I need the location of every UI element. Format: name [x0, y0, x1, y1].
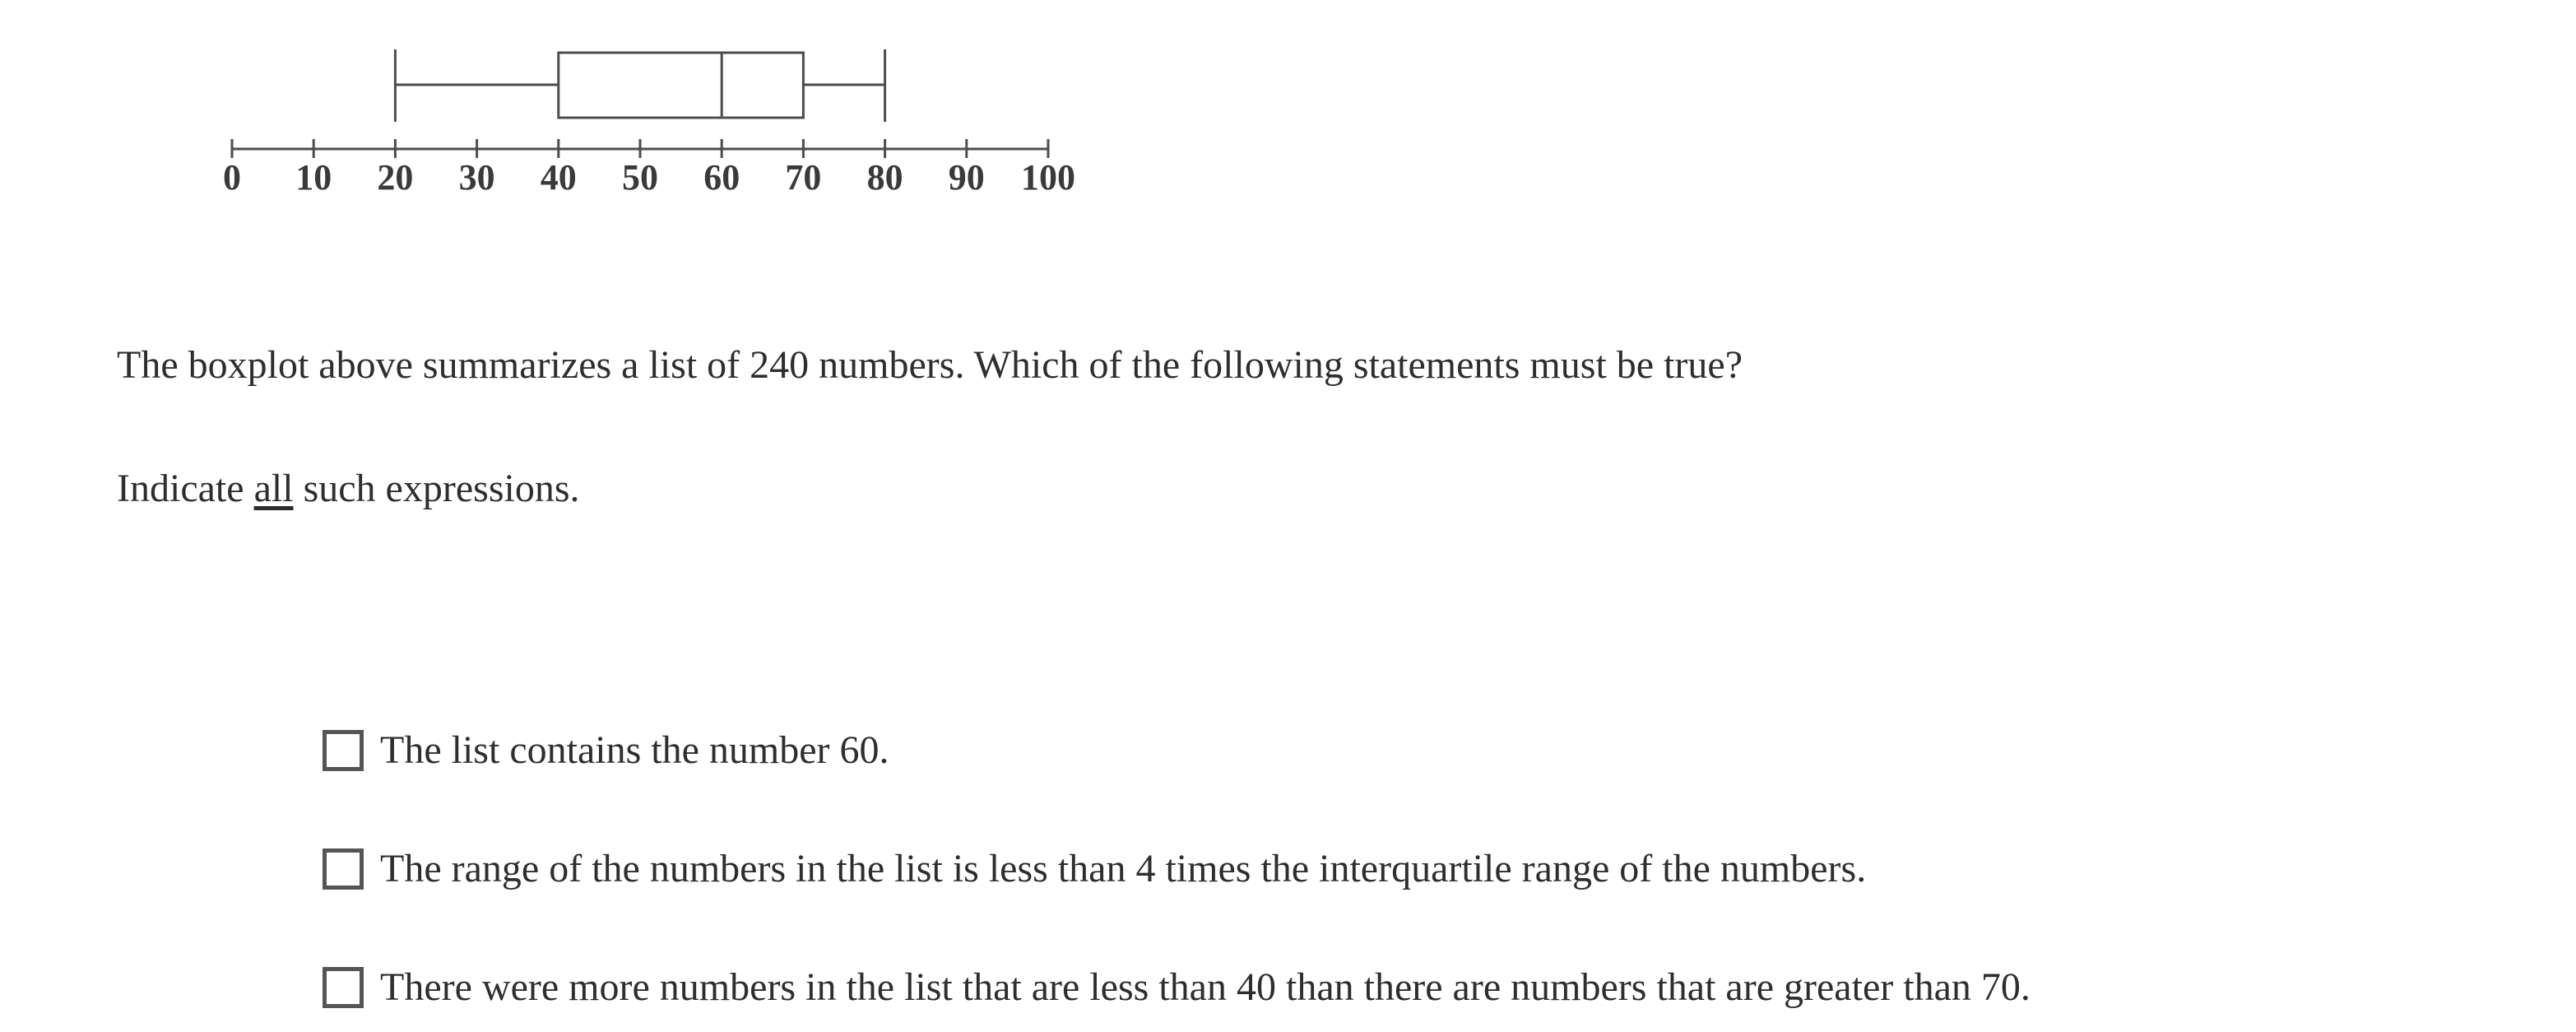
option-row-2[interactable] [323, 846, 1866, 892]
option-label-3: There were more numbers in the list that are less than 40 than there are numbers that are greater than 70. [380, 965, 2031, 1009]
option-label-1: The list contains the number 60. [380, 728, 889, 772]
axis-tick-label: 40 [540, 157, 577, 198]
axis-tick-label: 70 [785, 157, 822, 198]
boxplot-figure [0, 0, 1152, 214]
instruction-suffix: such expressions. [293, 467, 580, 510]
iqr-box [559, 53, 804, 118]
instruction-prefix: Indicate [117, 467, 254, 510]
axis-tick-label: 60 [703, 157, 740, 198]
option-row-3[interactable] [323, 965, 2031, 1011]
option-row-1[interactable] [323, 728, 889, 774]
axis-tick-label: 30 [458, 157, 495, 198]
option-label-2: The range of the numbers in the list is less than 4 times the interquartile range of the numbers. [380, 847, 1867, 890]
question-instruction [117, 469, 580, 509]
axis-tick-label: 20 [377, 157, 414, 198]
axis-tick-label: 50 [622, 157, 658, 198]
axis-tick-label: 80 [866, 157, 903, 198]
axis-tick-label: 0 [223, 157, 241, 198]
checkbox-option-1[interactable] [323, 730, 364, 771]
axis-tick-label: 10 [295, 157, 332, 198]
axis-tick-label: 100 [1021, 157, 1075, 198]
checkbox-option-2[interactable] [323, 848, 364, 890]
question-prompt: The boxplot above summarizes a list of 240 numbers. Which of the following statements must be true? [117, 343, 1743, 387]
checkbox-option-3[interactable] [323, 967, 364, 1008]
axis-tick-label: 90 [948, 157, 985, 198]
instruction-emphasis: all [253, 467, 294, 510]
